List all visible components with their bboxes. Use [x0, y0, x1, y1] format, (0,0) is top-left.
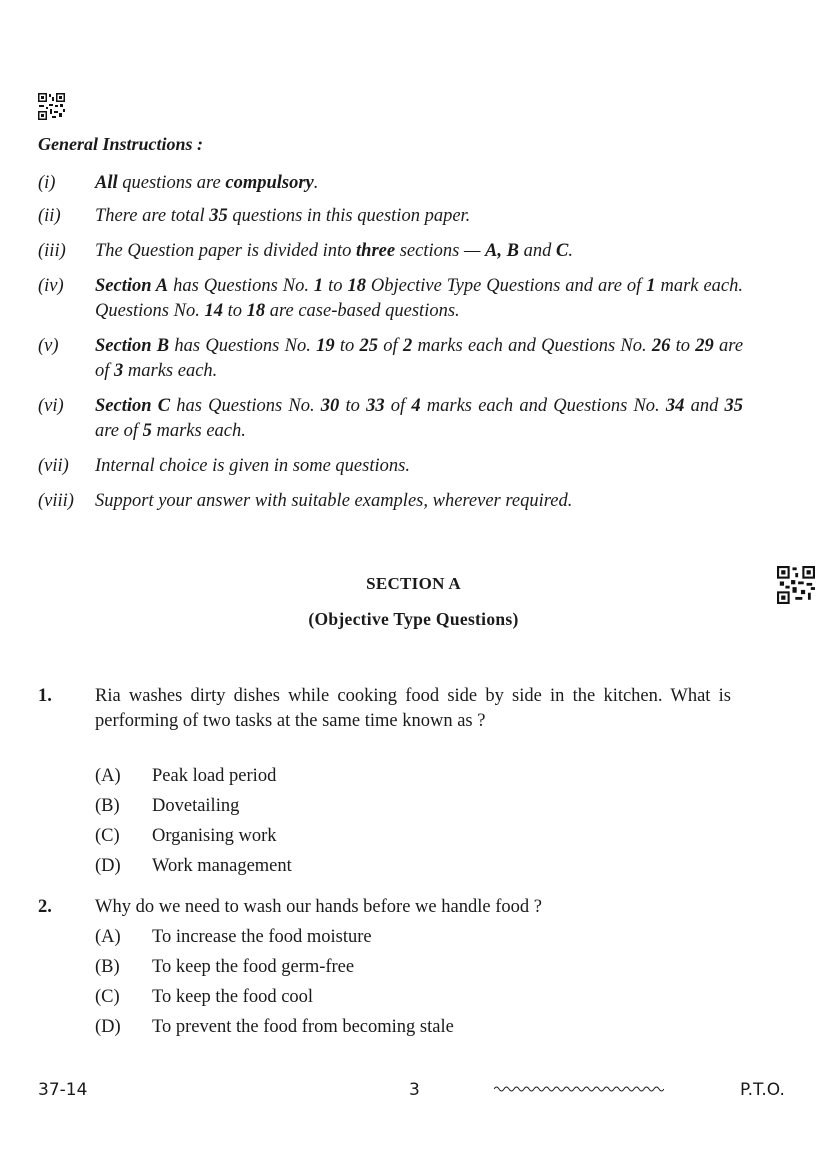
instruction-number: (v)	[38, 336, 59, 356]
instruction-number: (i)	[38, 173, 56, 193]
option-text: Dovetailing	[152, 796, 240, 816]
option-label: (B)	[95, 957, 120, 977]
page-number: 3	[409, 1080, 420, 1100]
instruction-item	[38, 274, 743, 324]
instruction-number: (vi)	[38, 396, 64, 416]
instruction-text: Section C has Questions No. 30 to 33 of 4 marks each and Questions No. 34 and 35 are of 5 marks each.	[95, 396, 744, 441]
paper-code: 37-14	[38, 1080, 88, 1100]
option	[95, 955, 354, 979]
instruction-text: Section B has Questions No. 19 to 25 of 2 marks each and Questions No. 26 to 29 are of 3 marks each.	[95, 336, 744, 381]
pto-label: P.T.O.	[740, 1080, 785, 1100]
instruction-text: Section A has Questions No. 1 to 18 Objective Type Questions and are of 1 mark each. Questions No. 14 to 18 are case-based questions.	[95, 276, 744, 321]
instruction-number: (iii)	[38, 241, 66, 261]
section-subtitle: (Objective Type Questions)	[308, 609, 519, 629]
option-label: (A)	[95, 766, 121, 786]
option	[95, 854, 292, 878]
instruction-item	[38, 171, 743, 196]
wavy-line-decoration	[494, 1084, 664, 1094]
question-text: Ria washes dirty dishes while cooking food side by side in the kitchen. What is performing of two tasks at the same time known as ?	[95, 686, 731, 731]
option-label: (C)	[95, 987, 120, 1007]
question-number: 2.	[38, 897, 52, 917]
option	[95, 824, 277, 848]
option-text: To keep the food germ-free	[152, 957, 355, 977]
instruction-item	[38, 334, 743, 384]
instruction-text: Internal choice is given in some questions.	[95, 456, 410, 476]
instruction-number: (ii)	[38, 206, 61, 226]
instruction-number: (iv)	[38, 276, 64, 296]
instruction-number: (vii)	[38, 456, 69, 476]
instruction-text: Support your answer with suitable examples, wherever required.	[95, 491, 573, 511]
option-text: Peak load period	[152, 766, 277, 786]
instruction-text: The Question paper is divided into three sections — A, B and C.	[95, 241, 573, 261]
instruction-item	[38, 394, 743, 444]
question	[38, 684, 731, 734]
section-title: SECTION A	[366, 574, 461, 593]
instruction-item	[38, 204, 743, 229]
option-text: Work management	[152, 856, 292, 876]
option-label: (C)	[95, 826, 120, 846]
instruction-text: There are total 35 questions in this question paper.	[95, 206, 471, 226]
question	[38, 895, 731, 920]
option-label: (D)	[95, 856, 121, 876]
question-text: Why do we need to wash our hands before we handle food ?	[95, 897, 542, 917]
option	[95, 985, 313, 1009]
option-text: To prevent the food from becoming stale	[152, 1017, 454, 1037]
question-number: 1.	[38, 686, 52, 706]
instruction-item	[38, 489, 743, 514]
instruction-number: (viii)	[38, 491, 74, 511]
option	[95, 925, 372, 949]
instruction-item	[38, 454, 743, 479]
option-label: (B)	[95, 796, 120, 816]
instruction-text: All questions are compulsory.	[95, 173, 319, 193]
option	[95, 764, 276, 788]
option-text: Organising work	[152, 826, 277, 846]
option-text: To increase the food moisture	[152, 927, 372, 947]
option-label: (D)	[95, 1017, 121, 1037]
general-instructions-title: General Instructions :	[38, 134, 204, 154]
instruction-item	[38, 239, 743, 264]
option-label: (A)	[95, 927, 121, 947]
option-text: To keep the food cool	[152, 987, 314, 1007]
option	[95, 1015, 454, 1039]
option	[95, 794, 239, 818]
qr-code-icon	[38, 93, 65, 120]
